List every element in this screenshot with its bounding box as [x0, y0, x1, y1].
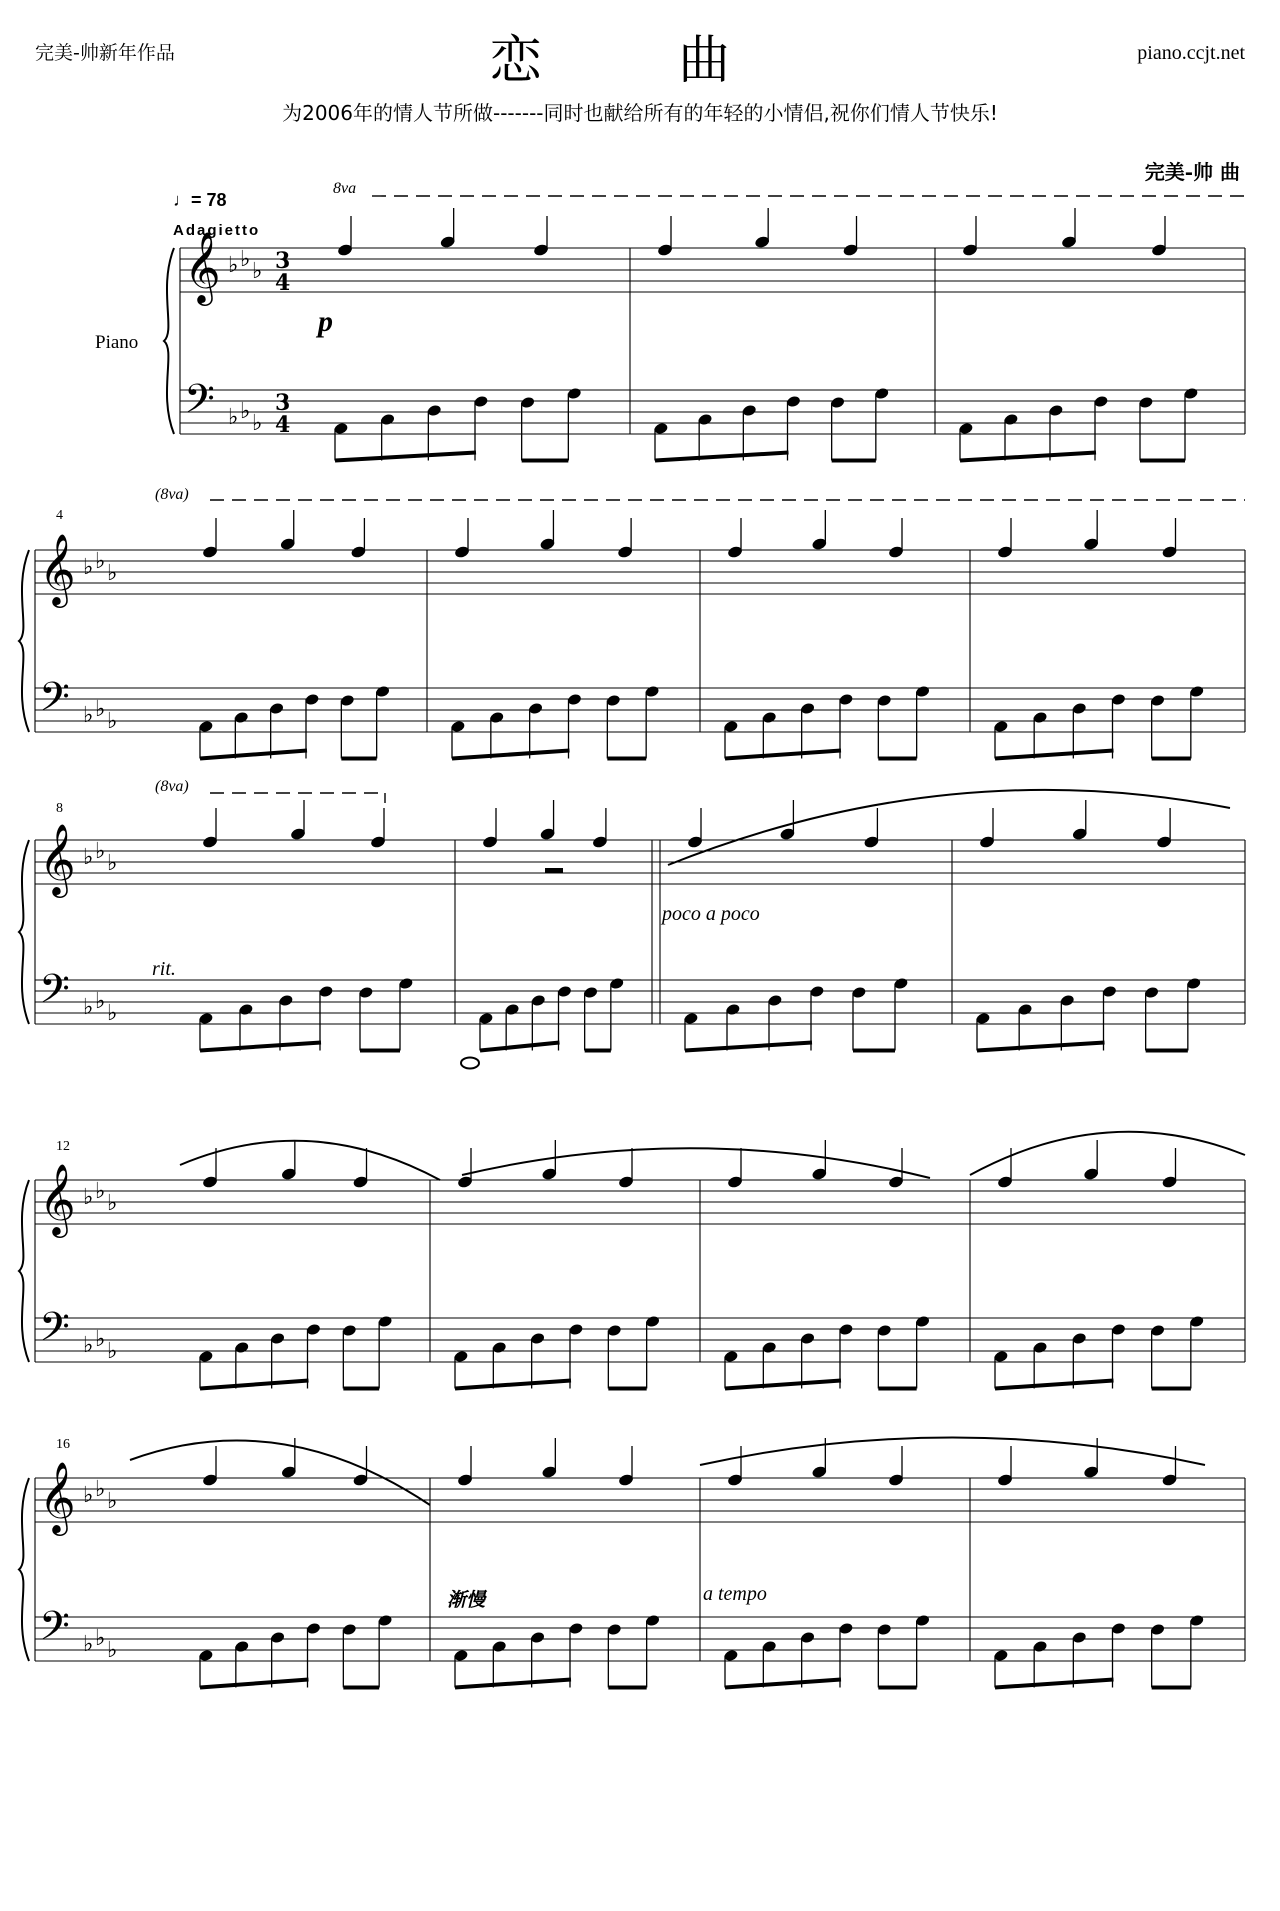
composer-credit: 完美-帅 曲: [1144, 160, 1240, 184]
time-signature: 3: [275, 248, 291, 274]
flat-icon: ♭: [107, 1489, 118, 1514]
flat-icon: ♭: [107, 1638, 118, 1663]
flat-icon: ♭: [95, 989, 106, 1014]
flat-icon: ♭: [228, 253, 239, 278]
whole-note: [461, 1058, 479, 1069]
flat-icon: ♭: [95, 1327, 106, 1352]
ottava-marking: (8va): [155, 778, 189, 795]
metronome-mark: ♩= 78: [173, 190, 227, 210]
flat-icon: ♭: [83, 845, 94, 870]
slur: [180, 1141, 440, 1180]
beam: [655, 453, 789, 461]
flat-icon: ♭: [107, 1001, 118, 1026]
instrument-label: Piano: [95, 332, 139, 353]
flat-icon: ♭: [95, 697, 106, 722]
beam: [725, 751, 841, 759]
brace: [19, 840, 29, 1024]
page-title: 恋 曲: [489, 31, 791, 91]
beam: [995, 1680, 1114, 1688]
time-signature: 3: [275, 390, 291, 416]
flat-icon: ♭: [83, 1483, 94, 1508]
slur: [668, 790, 1230, 865]
ottava-marking: (8va): [155, 486, 189, 503]
treble-clef-icon: 𝄞: [184, 230, 221, 303]
beam: [685, 1043, 812, 1051]
slur: [700, 1438, 1205, 1466]
brace: [19, 1478, 29, 1661]
time-signature: 4: [275, 412, 291, 438]
treble-clef-icon: 𝄞: [39, 822, 76, 895]
treble-clef-icon: 𝄞: [39, 1460, 76, 1533]
treble-clef-icon: 𝄞: [39, 1162, 76, 1235]
source-site: piano.ccjt.net: [1137, 42, 1245, 64]
measure-number: 12: [56, 1139, 70, 1154]
flat-icon: ♭: [95, 549, 106, 574]
bass-clef-icon: 𝄢: [39, 674, 70, 730]
dedication-text: 为2006年的情人节所做-------同时也献给所有的年轻的小情侣,祝你们情人节快乐!: [282, 101, 998, 125]
beam: [455, 1680, 571, 1688]
brace: [164, 248, 174, 434]
beam: [725, 1680, 841, 1688]
measure-number: 8: [56, 801, 63, 816]
flat-icon: ♭: [95, 1626, 106, 1651]
brace: [19, 1180, 29, 1362]
flat-icon: ♭: [252, 259, 263, 284]
beam: [995, 751, 1114, 759]
bass-clef-icon: 𝄢: [39, 1304, 70, 1360]
flat-icon: ♭: [107, 1191, 118, 1216]
rallentando-marking: 渐慢: [447, 1589, 486, 1611]
treble-clef-icon: 𝄞: [39, 532, 76, 605]
flat-icon: ♭: [107, 561, 118, 586]
beam: [960, 453, 1096, 461]
tempo-marking: Adagietto: [173, 222, 261, 239]
a-tempo-marking: a tempo: [703, 1583, 767, 1605]
beam: [995, 1381, 1114, 1389]
flat-icon: ♭: [107, 709, 118, 734]
beam: [725, 1381, 841, 1389]
time-signature: 4: [275, 270, 291, 296]
beam: [200, 751, 307, 759]
flat-icon: ♭: [95, 1477, 106, 1502]
bass-clef-icon: 𝄢: [39, 966, 70, 1022]
bass-clef-icon: 𝄢: [39, 1603, 70, 1659]
flat-icon: ♭: [83, 1185, 94, 1210]
flat-icon: ♭: [228, 405, 239, 430]
beam: [480, 1043, 560, 1051]
measure-number: 16: [56, 1437, 70, 1452]
notation-marks: [39, 196, 1245, 1688]
beam: [455, 1381, 571, 1389]
flat-icon: ♭: [240, 399, 251, 424]
flat-icon: ♭: [240, 247, 251, 272]
flat-icon: ♭: [95, 1179, 106, 1204]
flat-icon: ♭: [83, 703, 94, 728]
flat-icon: ♭: [83, 995, 94, 1020]
flat-icon: ♭: [83, 555, 94, 580]
slur: [130, 1440, 430, 1505]
beam: [977, 1043, 1105, 1051]
bass-clef-icon: 𝄢: [184, 376, 215, 432]
beam: [200, 1043, 321, 1051]
flat-icon: ♭: [83, 1632, 94, 1657]
beam: [200, 1680, 309, 1688]
flat-icon: ♭: [252, 411, 263, 436]
flat-icon: ♭: [107, 1339, 118, 1364]
slur: [462, 1148, 930, 1178]
whole-rest: [545, 868, 563, 873]
flat-icon: ♭: [107, 851, 118, 876]
ritardando-marking: rit.: [152, 958, 176, 980]
ottava-marking: 8va: [333, 180, 357, 197]
expression-marking: poco a poco: [662, 903, 760, 925]
flat-icon: ♭: [83, 1333, 94, 1358]
beam: [335, 453, 476, 461]
beam: [452, 751, 570, 759]
brace: [19, 550, 29, 732]
flat-icon: ♭: [95, 839, 106, 864]
measure-number: 4: [56, 508, 63, 523]
arranger-credit: 完美-帅新年作品: [35, 42, 175, 64]
dynamic-piano: p: [318, 305, 333, 338]
beam: [200, 1381, 309, 1389]
